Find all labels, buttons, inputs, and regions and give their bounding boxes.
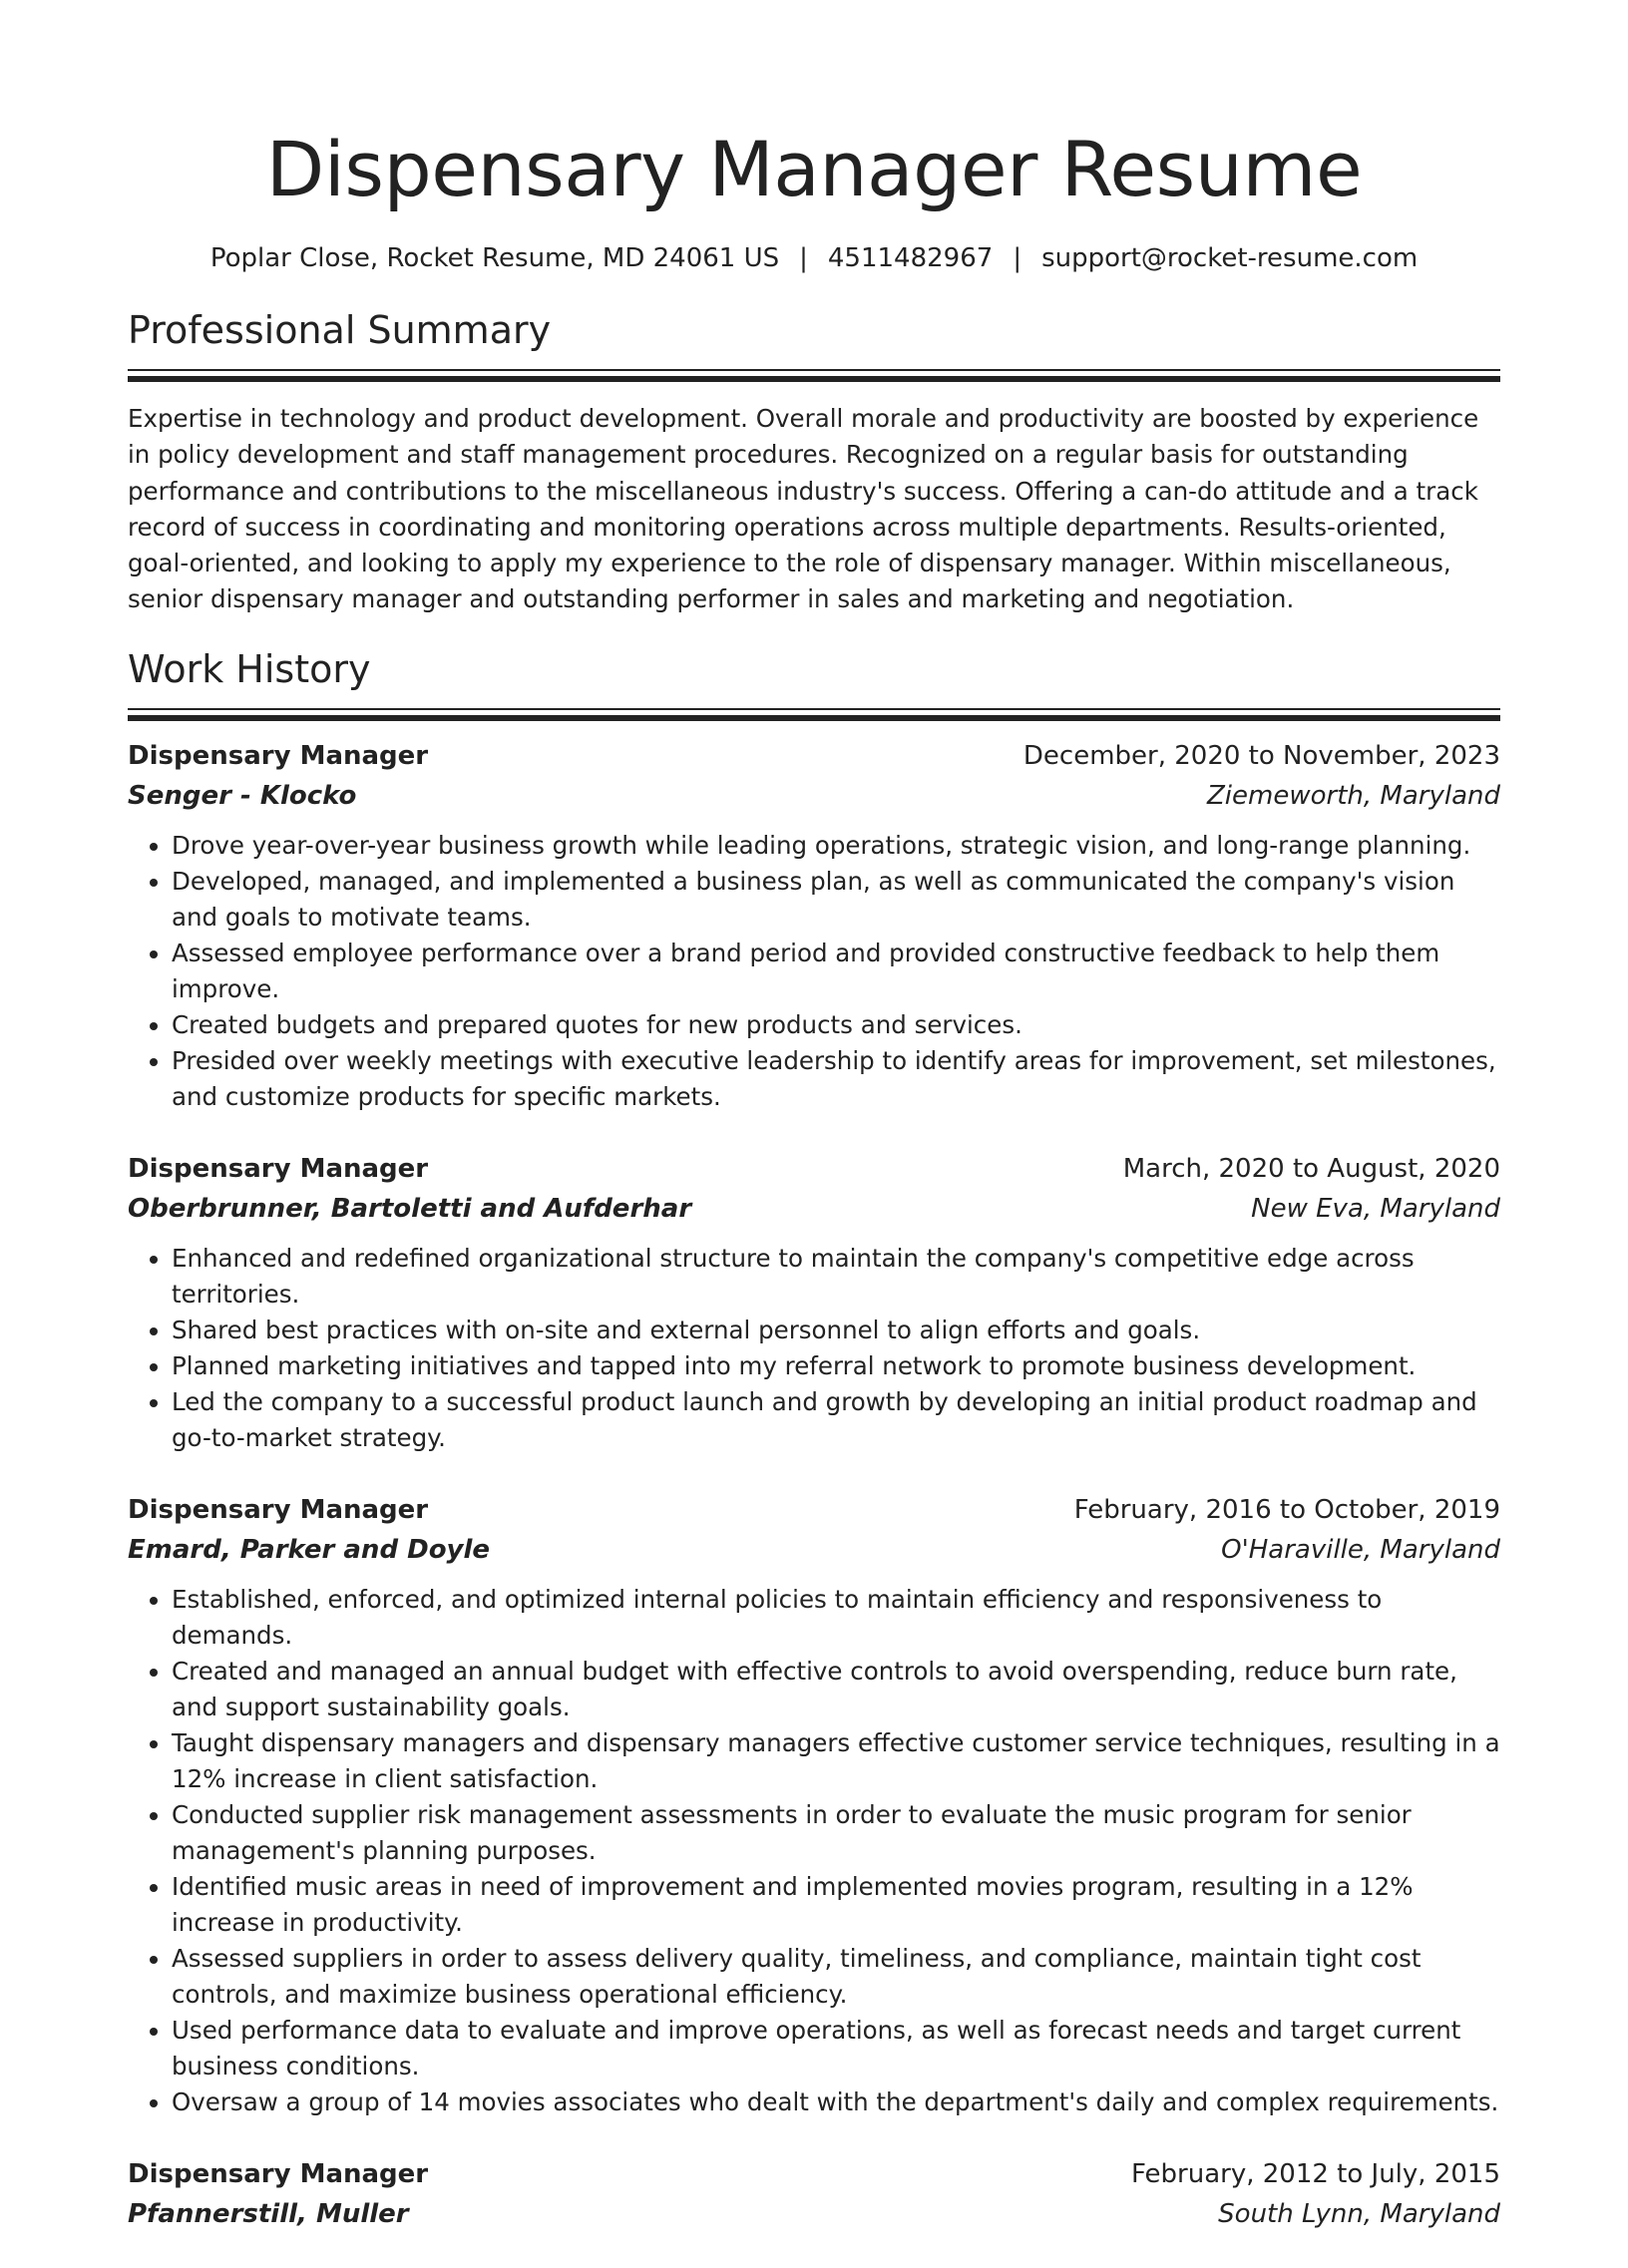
job-location: South Lynn, Maryland (1218, 2198, 1500, 2229)
resume-title: Dispensary Manager Resume (265, 125, 1363, 213)
section-heading-summary: Professional Summary (128, 308, 552, 352)
job-entry (128, 736, 1500, 1115)
job-bullet-list (128, 1582, 1500, 2120)
job-company-row (128, 776, 1500, 816)
job-bullet: • Established, enforced, and optimized internal policies to maintain efficiency and responsiveness to demands. (172, 1582, 1500, 1654)
job-bullet: • Used performance data to evaluate and improve operations, as well as forecast needs and target current business conditions. (172, 2013, 1500, 2084)
job-location: Ziemeworth, Maryland (1207, 780, 1500, 811)
resume-page (128, 0, 1500, 2268)
job-bullet: • Oversaw a group of 14 movies associates who dealt with the department's daily and complex requirements. (172, 2084, 1500, 2120)
job-company-row (128, 1189, 1500, 1229)
job-entry (128, 1490, 1500, 2120)
job-bullet: • Led the company to a successful product launch and growth by developing an initial product roadmap and go-to-market strategy. (172, 1384, 1500, 1456)
contact-separator: | (799, 243, 808, 273)
job-bullet: • Shared best practices with on-site and external personnel to align efforts and goals. (172, 1313, 1500, 1348)
job-header-row (128, 1149, 1500, 1189)
job-bullet: • Developed, managed, and implemented a business plan, as well as communicated the company's vision and goals to motivate teams. (172, 864, 1500, 936)
job-title: Dispensary Manager (128, 2158, 429, 2189)
job-title: Dispensary Manager (128, 1153, 429, 1184)
job-company-row (128, 1530, 1500, 1570)
job-company: Senger - Klocko (128, 780, 357, 811)
section-heading-work: Work History (128, 646, 371, 691)
job-entry (128, 2154, 1500, 2234)
job-dates: February, 2012 to July, 2015 (1131, 2158, 1500, 2189)
job-title: Dispensary Manager (128, 740, 429, 771)
job-bullet: • Assessed suppliers in order to assess delivery quality, timeliness, and compliance, maintain tight cost controls, and maximize business operational efficiency. (172, 1941, 1500, 2013)
job-entry (128, 1149, 1500, 1456)
contact-separator: | (1013, 243, 1022, 273)
job-bullet: • Enhanced and redefined organizational structure to maintain the company's competitive edge across territories. (172, 1241, 1500, 1313)
job-dates: February, 2016 to October, 2019 (1073, 1494, 1500, 1525)
contact-line (128, 241, 1500, 275)
job-header-row (128, 736, 1500, 776)
job-bullet: • Conducted supplier risk management assessments in order to evaluate the music program for senior management's planning purposes. (172, 1797, 1500, 1869)
job-bullet: • Planned marketing initiatives and tapped into my referral network to promote business development. (172, 1348, 1500, 1384)
summary-text: Expertise in technology and product development. Overall morale and productivity are boosted by experience in policy development and staff management procedures. Recognized on a regular basis for outstanding performance and contributions to the miscellaneous industry's success. Offering a can-do attitude and a track record of success in coordinating and monitoring operations across multiple departments. Results-oriented, goal-oriented, and looking to apply my experience to the role of dispensary manager. Within miscellaneous, senior dispensary manager and outstanding performer in sales and marketing and negotiation. (128, 404, 1479, 614)
contact-phone: 4511482967 (827, 243, 994, 273)
job-location: O'Haraville, Maryland (1221, 1534, 1500, 1565)
job-title: Dispensary Manager (128, 1494, 429, 1525)
job-list (128, 736, 1500, 2234)
job-header-row (128, 1490, 1500, 1530)
job-bullet: • Assessed employee performance over a brand period and provided constructive feedback to help them improve. (172, 936, 1500, 1007)
job-company: Emard, Parker and Doyle (128, 1534, 491, 1565)
job-company: Oberbrunner, Bartoletti and Aufderhar (128, 1193, 692, 1224)
job-bullet: • Created budgets and prepared quotes for new products and services. (172, 1007, 1500, 1043)
job-bullet: • Created and managed an annual budget with effective controls to avoid overspending, reduce burn rate, and support sustainability goals. (172, 1654, 1500, 1725)
job-location: New Eva, Maryland (1251, 1193, 1500, 1224)
section-divider (128, 708, 1500, 710)
job-bullet: • Presided over weekly meetings with executive leadership to identify areas for improvement, set milestones, and customize products for specific markets. (172, 1043, 1500, 1115)
job-company: Pfannerstill, Muller (128, 2198, 409, 2229)
professional-summary-section (128, 305, 1500, 618)
job-bullet-list (128, 1241, 1500, 1456)
contact-email: support@rocket-resume.com (1041, 243, 1419, 273)
job-bullet-list (128, 828, 1500, 1115)
job-dates: March, 2020 to August, 2020 (1122, 1153, 1500, 1184)
job-company-row (128, 2194, 1500, 2234)
job-header-row (128, 2154, 1500, 2194)
job-dates: December, 2020 to November, 2023 (1022, 740, 1500, 771)
job-bullet: • Drove year-over-year business growth while leading operations, strategic vision, and long-range planning. (172, 828, 1500, 864)
job-bullet: • Identified music areas in need of improvement and implemented movies program, resulting in a 12% increase in productivity. (172, 1869, 1500, 1941)
section-divider (128, 369, 1500, 371)
job-bullet: • Taught dispensary managers and dispensary managers effective customer service techniques, resulting in a 12% increase in client satisfaction. (172, 1725, 1500, 1797)
contact-address: Poplar Close, Rocket Resume, MD 24061 US (209, 243, 780, 273)
work-history-section (128, 644, 1500, 2234)
